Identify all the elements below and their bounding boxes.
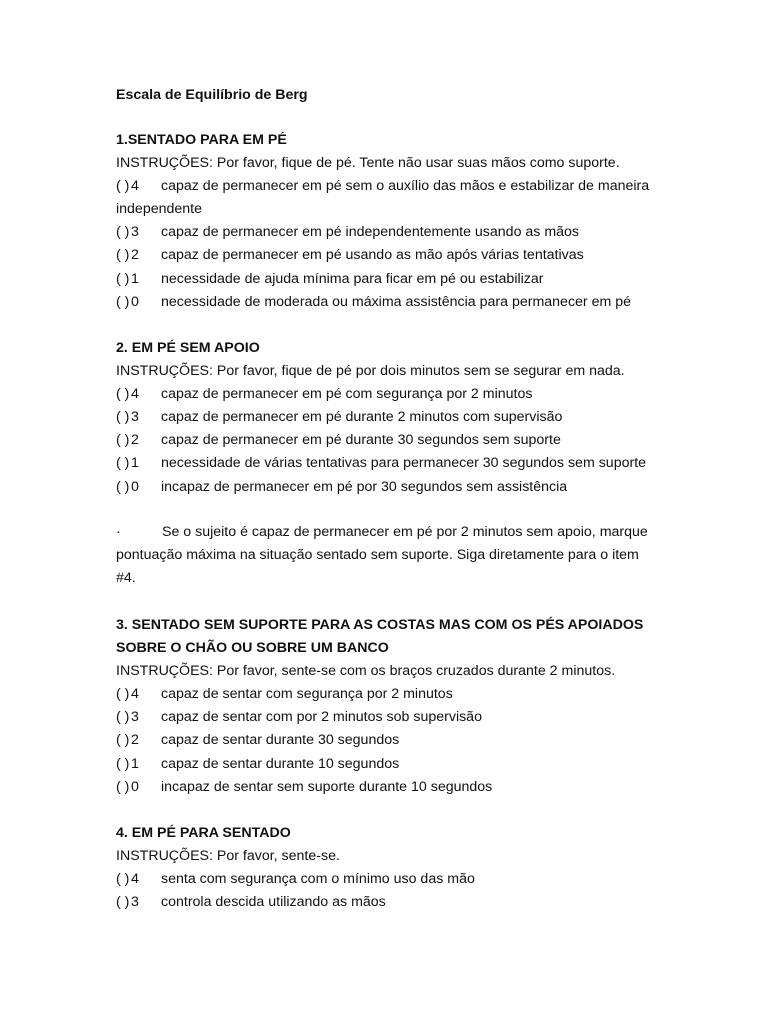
checkbox-placeholder: ( ) — [116, 247, 130, 264]
option-text: capaz de permanecer em pé com segurança por 2 minutos — [161, 386, 533, 403]
option-item — [116, 476, 676, 499]
option-text: capaz de permanecer em pé durante 2 minutos com supervisão — [161, 409, 563, 426]
option-item — [116, 706, 676, 729]
option-score: 2 — [131, 247, 139, 264]
checkbox-placeholder: ( ) — [116, 224, 130, 241]
option-text-continuation: independente — [116, 201, 202, 218]
checkbox-placeholder: ( ) — [116, 178, 130, 195]
checkbox-placeholder: ( ) — [116, 778, 130, 795]
checkbox-placeholder: ( ) — [116, 894, 130, 911]
option-score: 4 — [131, 871, 139, 888]
checkbox-placeholder: ( ) — [116, 755, 130, 772]
section-2 — [116, 337, 676, 499]
option-text: necessidade de ajuda mínima para ficar em pé ou estabilizar — [161, 270, 544, 287]
checkbox-placeholder: ( ) — [116, 270, 130, 287]
section-heading: 1.SENTADO PARA EM PÉ — [116, 132, 287, 148]
option-item — [116, 268, 676, 291]
option-score: 3 — [131, 894, 139, 911]
checkbox-placeholder: ( ) — [116, 455, 130, 472]
option-score: 3 — [131, 709, 139, 726]
option-item — [116, 429, 676, 452]
option-item — [116, 776, 676, 799]
option-item — [116, 175, 676, 198]
option-score: 3 — [131, 224, 139, 241]
option-text: capaz de sentar durante 10 segundos — [161, 755, 400, 772]
option-text: capaz de sentar com segurança por 2 minutos — [161, 686, 453, 703]
section-instructions: INSTRUÇÕES: Por favor, fique de pé. Tente não usar suas mãos como suporte. — [116, 155, 620, 172]
option-text: capaz de permanecer em pé usando as mão após várias tentativas — [161, 247, 584, 264]
checkbox-placeholder: ( ) — [116, 293, 130, 310]
option-score: 0 — [131, 778, 139, 795]
option-score: 3 — [131, 409, 139, 426]
section-1 — [116, 129, 676, 314]
option-item — [116, 753, 676, 776]
checkbox-placeholder: ( ) — [116, 871, 130, 888]
option-item — [116, 291, 676, 314]
note-paragraph — [116, 521, 661, 590]
option-item — [116, 406, 676, 429]
option-score: 1 — [131, 270, 139, 287]
option-text: incapaz de sentar sem suporte durante 10 segundos — [161, 778, 493, 795]
option-item — [116, 683, 676, 706]
option-text: senta com segurança com o mínimo uso das mão — [161, 871, 475, 888]
option-score: 4 — [131, 178, 139, 195]
section-instructions: INSTRUÇÕES: Por favor, fique de pé por dois minutos sem se segurar em nada. — [116, 363, 625, 380]
checkbox-placeholder: ( ) — [116, 386, 130, 403]
section-heading: 3. SENTADO SEM SUPORTE PARA AS COSTAS MAS COM OS PÉS APOIADOS — [116, 617, 644, 633]
option-item — [116, 729, 676, 752]
section-instructions: INSTRUÇÕES: Por favor, sente-se com os braços cruzados durante 2 minutos. — [116, 663, 616, 680]
section-4 — [116, 822, 676, 914]
option-score: 0 — [131, 478, 139, 495]
option-text: necessidade de moderada ou máxima assistência para permanecer em pé — [161, 293, 632, 310]
option-score: 1 — [131, 755, 139, 772]
option-item — [116, 868, 676, 891]
note-text: Se o sujeito é capaz de permanecer em pé por 2 minutos sem apoio, marque pontuação máxima na situação sentado sem suporte. Siga diretamente para o item #4. — [116, 524, 648, 587]
section-heading: 4. EM PÉ PARA SENTADO — [116, 825, 291, 841]
option-score: 0 — [131, 293, 139, 310]
option-text: controla descida utilizando as mãos — [161, 894, 386, 911]
bullet-icon: · — [116, 524, 121, 540]
document-title: Escala de Equilíbrio de Berg — [116, 87, 308, 103]
checkbox-placeholder: ( ) — [116, 732, 130, 749]
option-item — [116, 383, 676, 406]
section-instructions: INSTRUÇÕES: Por favor, sente-se. — [116, 848, 340, 865]
option-text: incapaz de permanecer em pé por 30 segundos sem assistência — [161, 478, 568, 495]
option-item — [116, 891, 676, 914]
checkbox-placeholder: ( ) — [116, 686, 130, 703]
option-item — [116, 452, 676, 475]
checkbox-placeholder: ( ) — [116, 432, 130, 449]
checkbox-placeholder: ( ) — [116, 709, 130, 726]
option-text: capaz de permanecer em pé durante 30 segundos sem suporte — [161, 432, 561, 449]
option-score: 2 — [131, 432, 139, 449]
option-text: capaz de sentar durante 30 segundos — [161, 732, 400, 749]
option-text: capaz de sentar com por 2 minutos sob supervisão — [161, 709, 482, 726]
option-item — [116, 244, 676, 267]
section-heading: 2. EM PÉ SEM APOIO — [116, 340, 260, 356]
option-item — [116, 221, 676, 244]
checkbox-placeholder: ( ) — [116, 478, 130, 495]
option-text: capaz de permanecer em pé sem o auxílio das mãos e estabilizar de maneira — [161, 178, 650, 195]
section-3 — [116, 614, 676, 799]
checkbox-placeholder: ( ) — [116, 409, 130, 426]
option-score: 4 — [131, 686, 139, 703]
section-heading-continuation: SOBRE O CHÃO OU SOBRE UM BANCO — [116, 640, 389, 657]
option-score: 1 — [131, 455, 139, 472]
option-text: necessidade de várias tentativas para permanecer 30 segundos sem suporte — [161, 455, 647, 472]
option-score: 4 — [131, 386, 139, 403]
option-score: 2 — [131, 732, 139, 749]
option-text: capaz de permanecer em pé independentemente usando as mãos — [161, 224, 580, 241]
